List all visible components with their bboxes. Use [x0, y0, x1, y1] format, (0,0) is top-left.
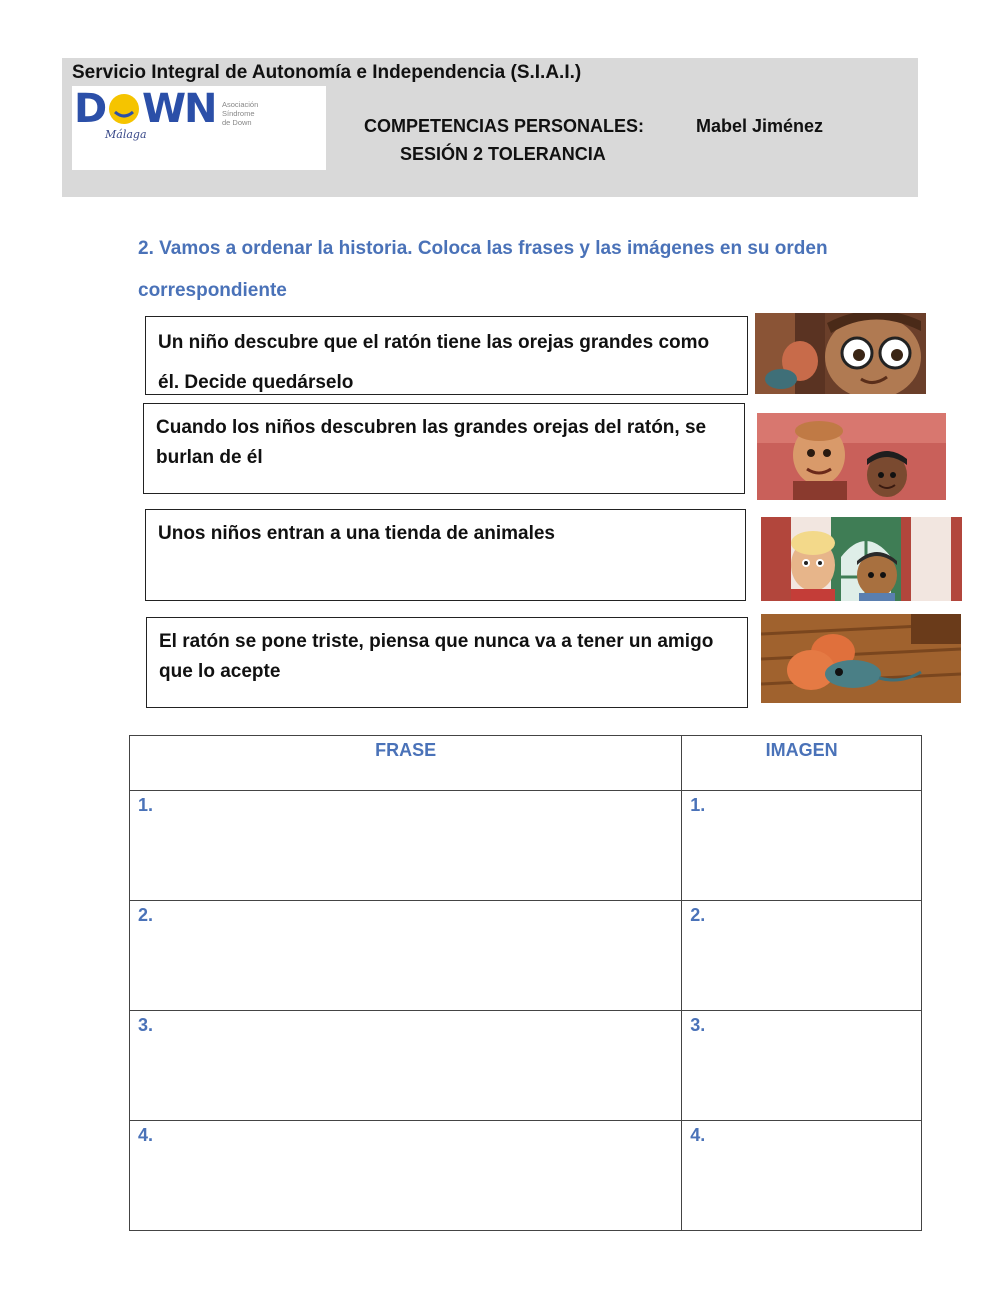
column-header-frase: FRASE [130, 736, 682, 791]
down-logo-mark [72, 86, 222, 130]
story-card-2[interactable]: Cuando los niños descubren las grandes orejas del ratón, se burlan de él [143, 403, 745, 494]
frase-slot-2[interactable]: 2. [130, 901, 682, 1011]
svg-text:W: W [142, 86, 187, 130]
table-row [130, 1121, 922, 1231]
story-card-3[interactable]: Unos niños entran a una tienda de animales [145, 509, 746, 601]
story-card-4[interactable]: El ratón se pone triste, piensa que nunca va a tener un amigo que lo acepte [146, 617, 748, 708]
svg-text:N: N [184, 86, 218, 130]
imagen-slot-2[interactable]: 2. [682, 901, 922, 1011]
table-row [130, 901, 922, 1011]
document-header [62, 58, 918, 197]
down-logo [72, 86, 326, 170]
imagen-slot-1[interactable]: 1. [682, 791, 922, 901]
sad-mouse-image[interactable] [761, 614, 961, 703]
svg-text:D: D [74, 86, 108, 130]
column-header-imagen: IMAGEN [682, 736, 922, 791]
frase-slot-1[interactable]: 1. [130, 791, 682, 901]
frase-slot-3[interactable]: 3. [130, 1011, 682, 1121]
kids-entering-shop-image[interactable] [761, 517, 962, 601]
logo-association-text: Asociación Síndrome de Down [222, 100, 259, 127]
story-card-1[interactable]: Un niño descubre que el ratón tiene las orejas grandes como él. Decide quedárselo [145, 316, 748, 395]
organization-title: Servicio Integral de Autonomía e Independencia (S.I.A.I.) [72, 62, 582, 83]
boy-with-glasses-image[interactable] [755, 313, 926, 394]
logo-city: Málaga [105, 128, 147, 141]
imagen-slot-3[interactable]: 3. [682, 1011, 922, 1121]
answer-table [129, 735, 922, 1231]
imagen-slot-4[interactable]: 4. [682, 1121, 922, 1231]
table-row [130, 1011, 922, 1121]
author-name: Mabel Jiménez [696, 116, 824, 136]
kids-laughing-image[interactable] [757, 413, 946, 500]
frase-slot-4[interactable]: 4. [130, 1121, 682, 1231]
subject-title: COMPETENCIAS PERSONALES: [364, 116, 645, 136]
table-row [130, 791, 922, 901]
session-title: SESIÓN 2 TOLERANCIA [400, 144, 606, 164]
exercise-instruction: 2. Vamos a ordenar la historia. Coloca las frases y las imágenes en su orden correspondiente [138, 238, 828, 301]
